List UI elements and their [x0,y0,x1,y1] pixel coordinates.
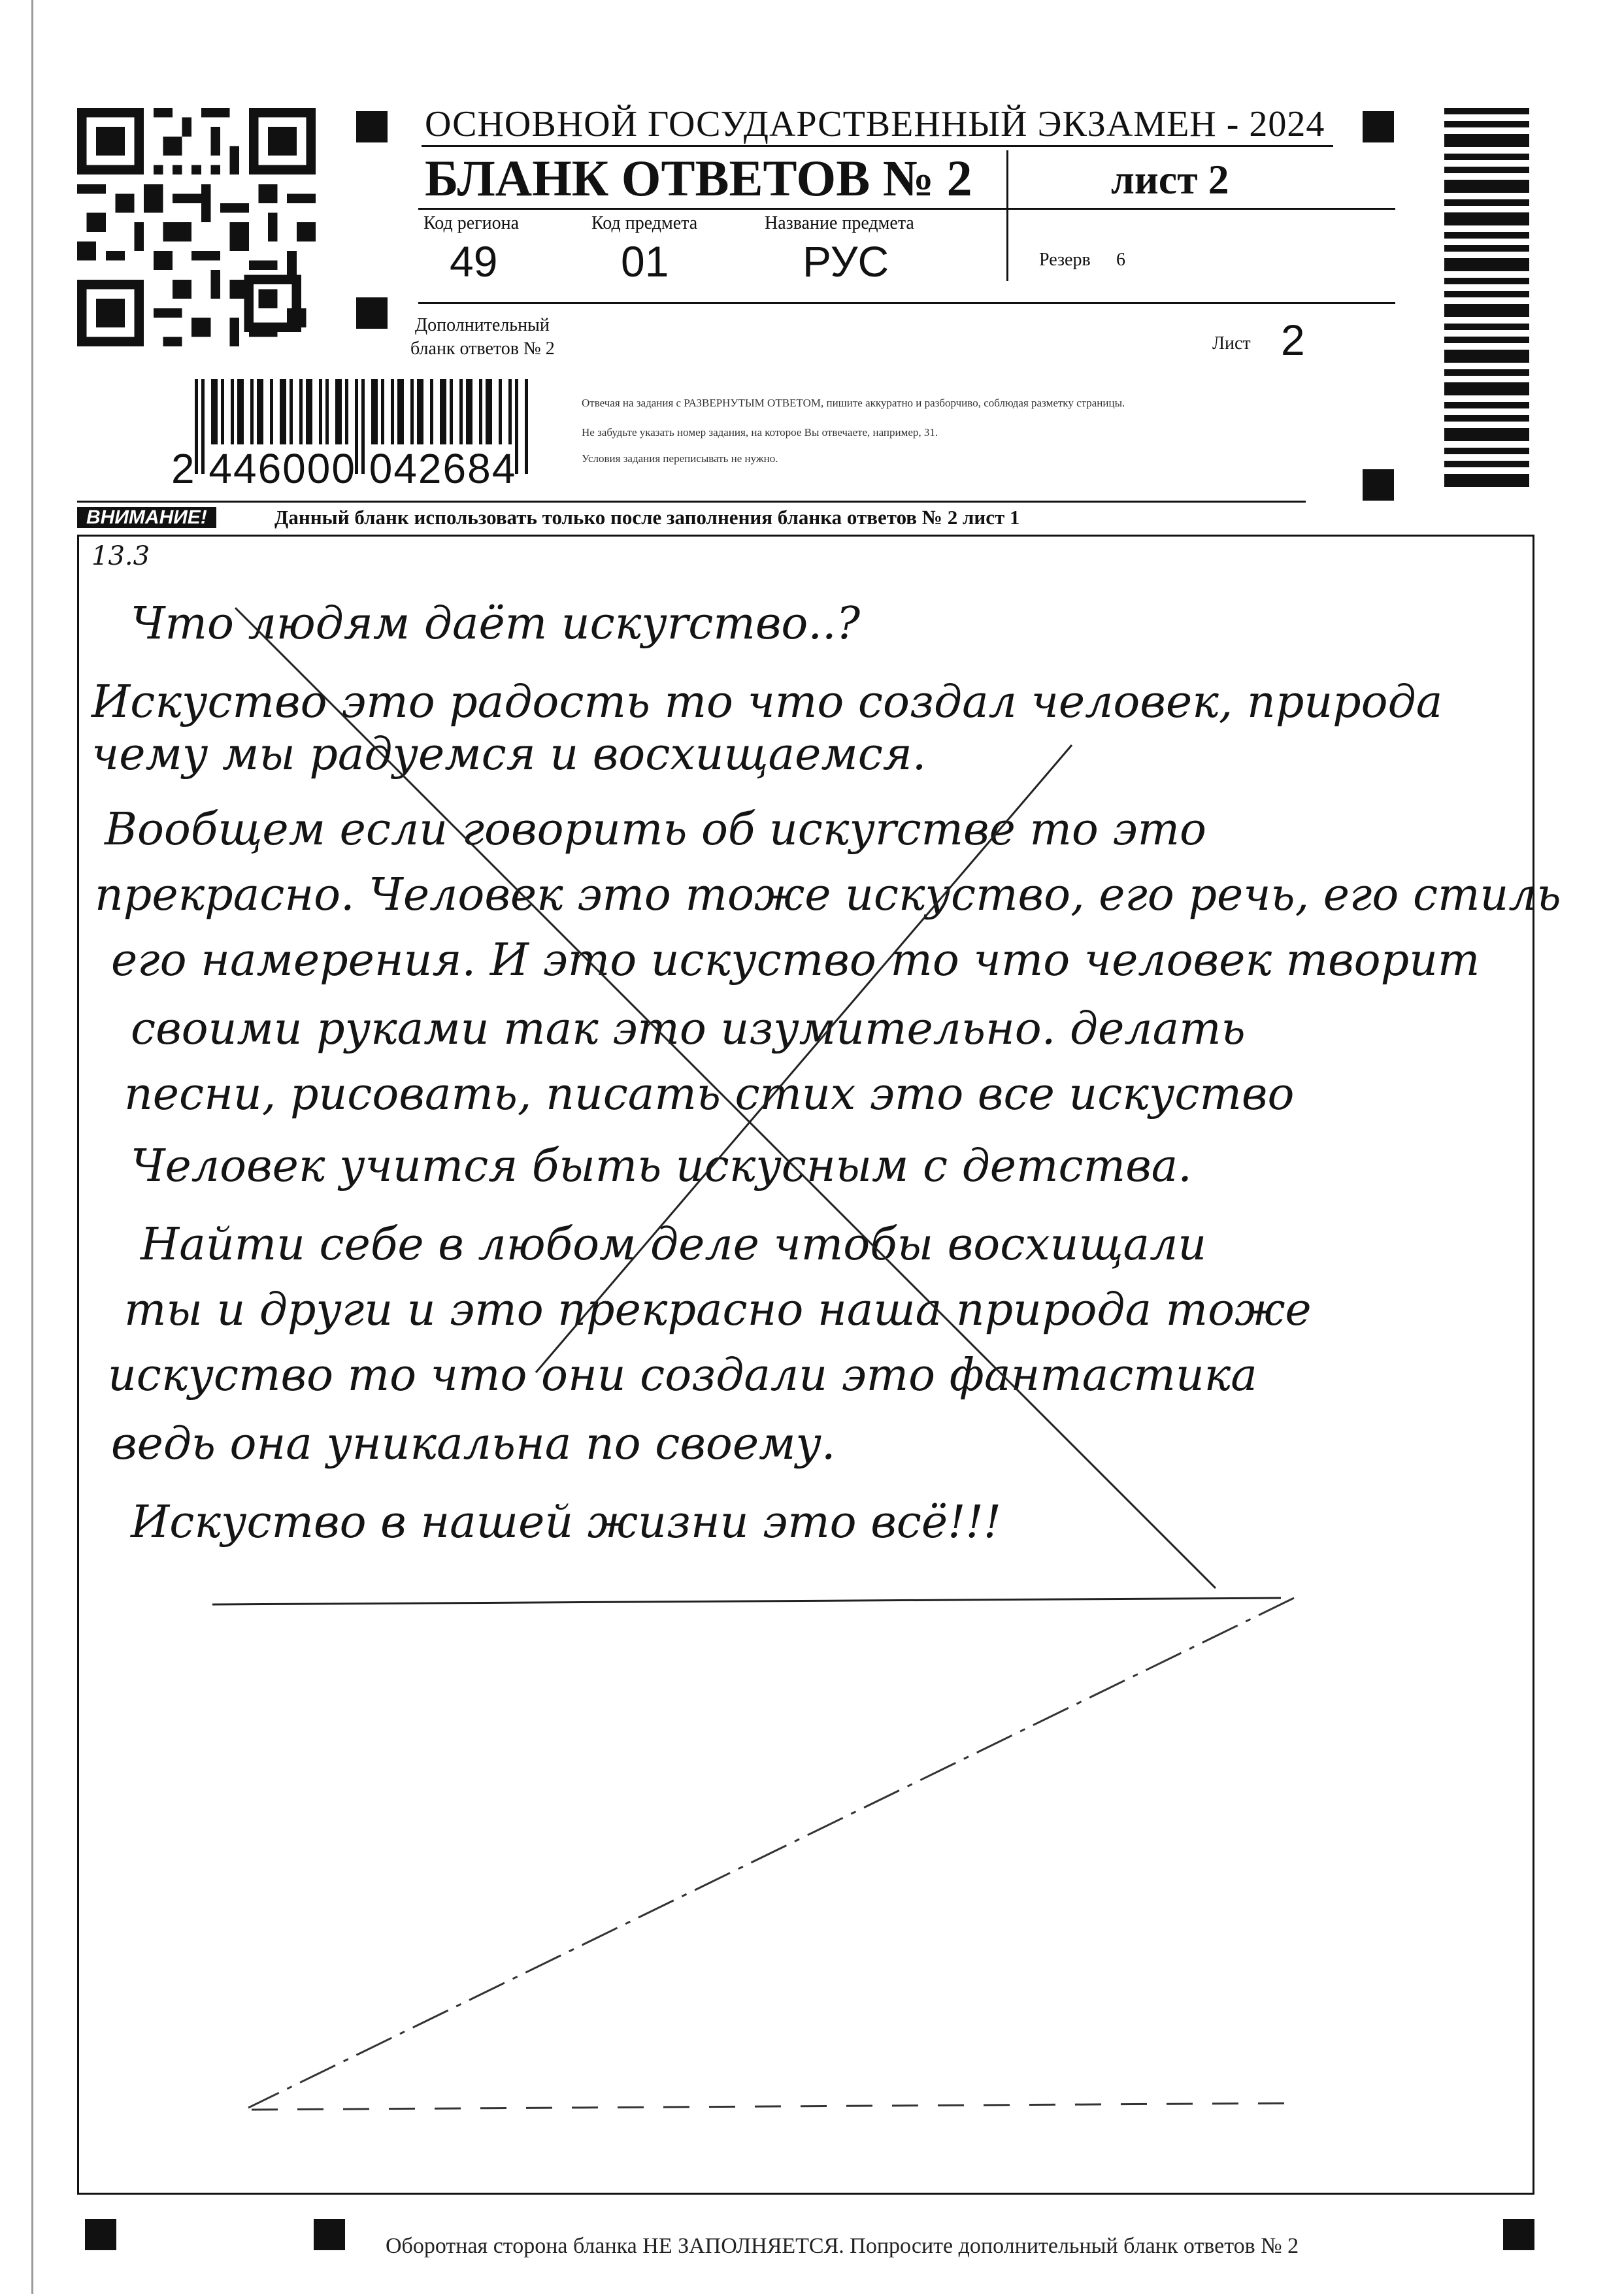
handwritten-line: чему мы радуемся и восхищаемся. [91,729,927,780]
sheet-value: 2 [1281,316,1305,364]
footer-note: Оборотная сторона бланка НЕ ЗАПОЛНЯЕТСЯ. Попросите дополнительный бланк ответов № 2 [386,2234,1299,2258]
reserve-label: Резерв [1039,250,1091,270]
region-value: 49 [450,237,498,286]
handwritten-line: своими руками так это изумительно. делать [131,1003,1246,1055]
warning-badge: ВНИМАНИЕ! [77,507,216,528]
subject-name-value: РУС [803,237,889,286]
handwritten-line: Искуство это радость то что создал человек, природа [91,676,1443,728]
z-mark-bottom [252,2103,1294,2110]
task-number: 13.3 [91,541,150,571]
sheet-label: Лист [1212,333,1251,354]
sheet-title: лист 2 [1111,156,1229,203]
instruction-line: Отвечая на задания с РАЗВЕРНУТЫМ ОТВЕТОМ, пишите аккуратно и разборчиво, соблюдая разметку страницы. [582,397,1125,409]
handwritten-line: искуство то что они создали это фантастика [108,1350,1257,1401]
handwritten-line: Что людям даёт искуrство..? [131,598,861,650]
handwritten-line: его намерения. И это искуство то что человек творит [111,935,1480,986]
reserve-value: 6 [1116,250,1125,270]
handwritten-line: Человек учится быть искусным с детства. [131,1140,1192,1192]
cross-out-line [235,608,1216,1588]
region-label: Код региона [423,213,520,233]
form-title: БЛАНК ОТВЕТОВ № 2 [425,150,972,207]
instruction-line: Условия задания переписывать не нужно. [582,452,778,465]
closing-line [212,1598,1281,1604]
additional-form-label-line1: Дополнительный [415,315,550,335]
handwritten-line: Искуство в нашей жизни это всё!!! [131,1497,1002,1548]
instruction-line: Не забудьте указать номер задания, на которое Вы отвечаете, например, 31. [582,426,938,439]
subject-code-value: 01 [621,237,669,286]
cross-out-line [536,745,1072,1372]
z-mark-diagonal [248,1598,1294,2108]
handwritten-line: Вообщем если говорить об искуrстве то это [105,804,1206,856]
handwritten-line: ведь она уникальна по своему. [111,1418,836,1470]
handwritten-line: ты и други и это прекрасно наша природа тоже [124,1284,1312,1336]
exam-title: ОСНОВНОЙ ГОСУДАРСТВЕННЫЙ ЭКЗАМЕН - 2024 [425,104,1325,144]
handwritten-line: Найти себе в любом деле чтобы восхищали [141,1219,1207,1271]
subject-code-label: Код предмета [591,213,698,233]
warning-text: Данный бланк использовать только после заполнения бланка ответов № 2 лист 1 [274,506,1020,529]
barcode-number: 2 446000 042684 [171,445,517,492]
additional-form-label-line2: бланк ответов № 2 [410,339,555,359]
handwritten-line: песни, рисовать, писать стих это все искуство [124,1069,1295,1120]
subject-name-label: Название предмета [765,213,914,233]
handwritten-line: прекрасно. Человек это тоже искуство, его речь, его стиль [95,869,1561,921]
